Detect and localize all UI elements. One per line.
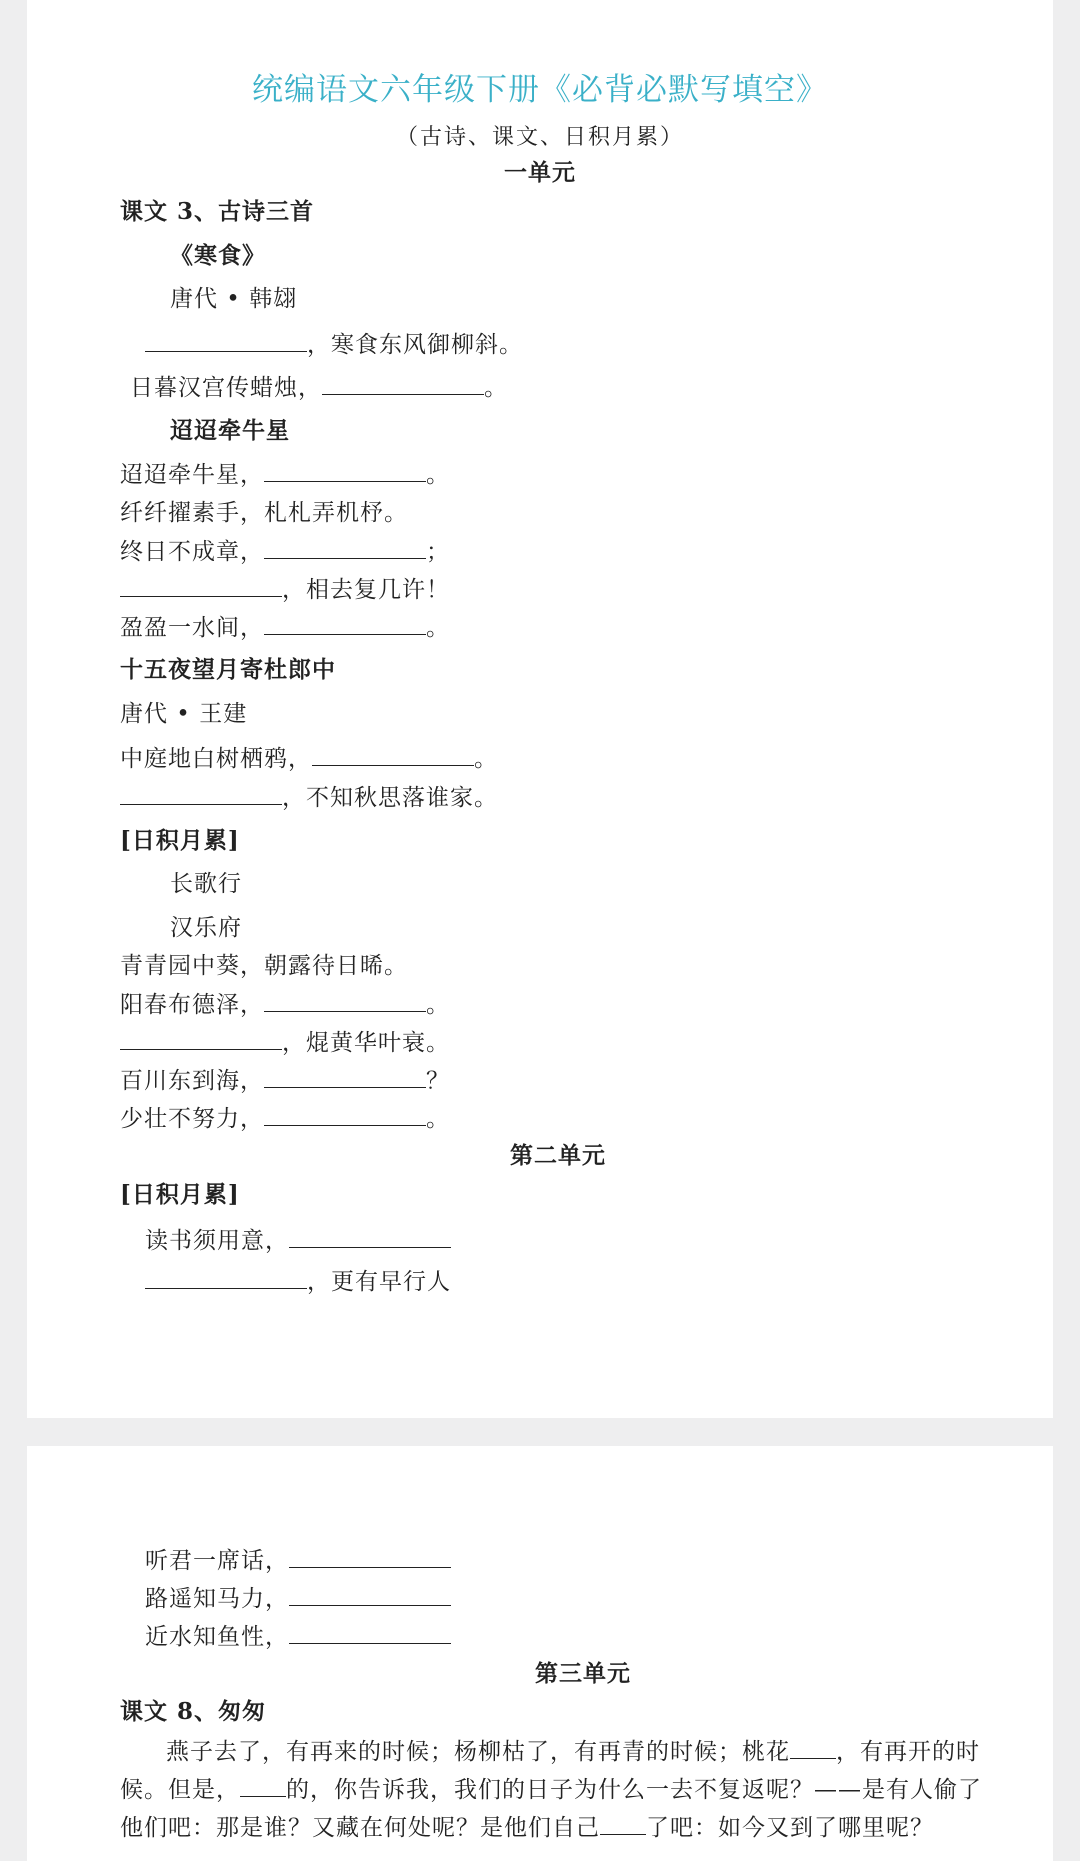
poem1-line1: ，寒食东风御柳斜。 [145,329,523,360]
lesson8-heading: 课文 8、匆匆 [120,1698,267,1725]
changgexing-line3: ，焜黄华叶衰。 [120,1027,450,1058]
fill-blank[interactable] [289,1545,451,1568]
fill-blank[interactable] [120,782,282,805]
poem3-line2: ，不知秋思落谁家。 [120,782,498,813]
poem1-line2: 日暮汉宫传蜡烛， 。 [130,372,508,403]
fill-blank[interactable] [264,612,426,635]
lesson3-heading: 课文 3、古诗三首 [120,198,315,225]
rijiyuelei-heading: [日积月累] [120,827,240,854]
unit2-line2: ，更有早行人 [145,1266,451,1297]
unit2-line4: 路遥知马力， [145,1583,451,1614]
unit3-heading: 第三单元 [535,1660,631,1687]
poem1-title: 《寒食》 [170,242,266,269]
unit2-rijiyuelei-heading: [日积月累] [120,1181,240,1208]
poem3-author: 唐代 • 王建 [120,701,248,727]
fill-blank[interactable] [145,1266,307,1289]
poem2-line3: 终日不成章， ； [120,536,450,567]
fill-blank[interactable] [145,329,307,352]
changgexing-title: 长歌行 [170,871,242,897]
fill-blank[interactable] [264,536,426,559]
fill-blank[interactable] [120,1027,282,1050]
poem3-line1: 中庭地白树栖鸦， 。 [120,743,498,774]
unit2-line5: 近水知鱼性， [145,1621,451,1652]
fill-blank[interactable] [790,1736,836,1759]
unit2-line1: 读书须用意， [145,1225,451,1256]
changgexing-line5: 少壮不努力， 。 [120,1103,450,1134]
poem2-line5: 盈盈一水间， 。 [120,612,450,643]
poem1-author: 唐代 • 韩翃 [170,286,298,312]
changgexing-line4: 百川东到海， ？ [120,1065,450,1096]
changgexing-line2: 阳春布德泽， 。 [120,989,450,1020]
fill-blank[interactable] [240,1774,286,1797]
congcong-paragraph: 燕子去了，有再来的时候；杨柳枯了，有再青的时候；桃花 ，有再开的时 候。但是， 的，你告诉我，我们的日子为什么一去不复返呢？——是有人偷了他们吧：那是谁？又藏在何处呢？是他们自己 了吧：如今又到了哪里呢？ [120,1733,990,1847]
fill-blank[interactable] [312,743,474,766]
unit2-heading: 第二单元 [510,1142,606,1169]
fill-blank[interactable] [264,1065,426,1088]
poem2-title: 迢迢牵牛星 [170,417,290,444]
fill-blank[interactable] [120,574,282,597]
fill-blank[interactable] [600,1812,646,1835]
changgexing-line1: 青青园中葵，朝露待日晞。 [120,953,408,979]
fill-blank[interactable] [264,989,426,1012]
fill-blank[interactable] [264,1103,426,1126]
document-title: 统编语文六年级下册《必背必默写填空》 [252,72,828,108]
poem3-title: 十五夜望月寄杜郎中 [120,656,336,683]
fill-blank[interactable] [289,1583,451,1606]
fill-blank[interactable] [322,372,484,395]
unit1-heading: 一单元 [504,159,576,186]
document-subtitle: （古诗、课文、日积月累） [395,125,684,150]
poem2-line2: 纤纤擢素手，札札弄机杼。 [120,500,408,526]
changgexing-author: 汉乐府 [170,915,242,941]
fill-blank[interactable] [264,459,426,482]
unit2-line3: 听君一席话， [145,1545,451,1576]
poem2-line1: 迢迢牵牛星， 。 [120,459,450,490]
poem2-line4: ，相去复几许！ [120,574,450,605]
fill-blank[interactable] [289,1225,451,1248]
fill-blank[interactable] [289,1621,451,1644]
